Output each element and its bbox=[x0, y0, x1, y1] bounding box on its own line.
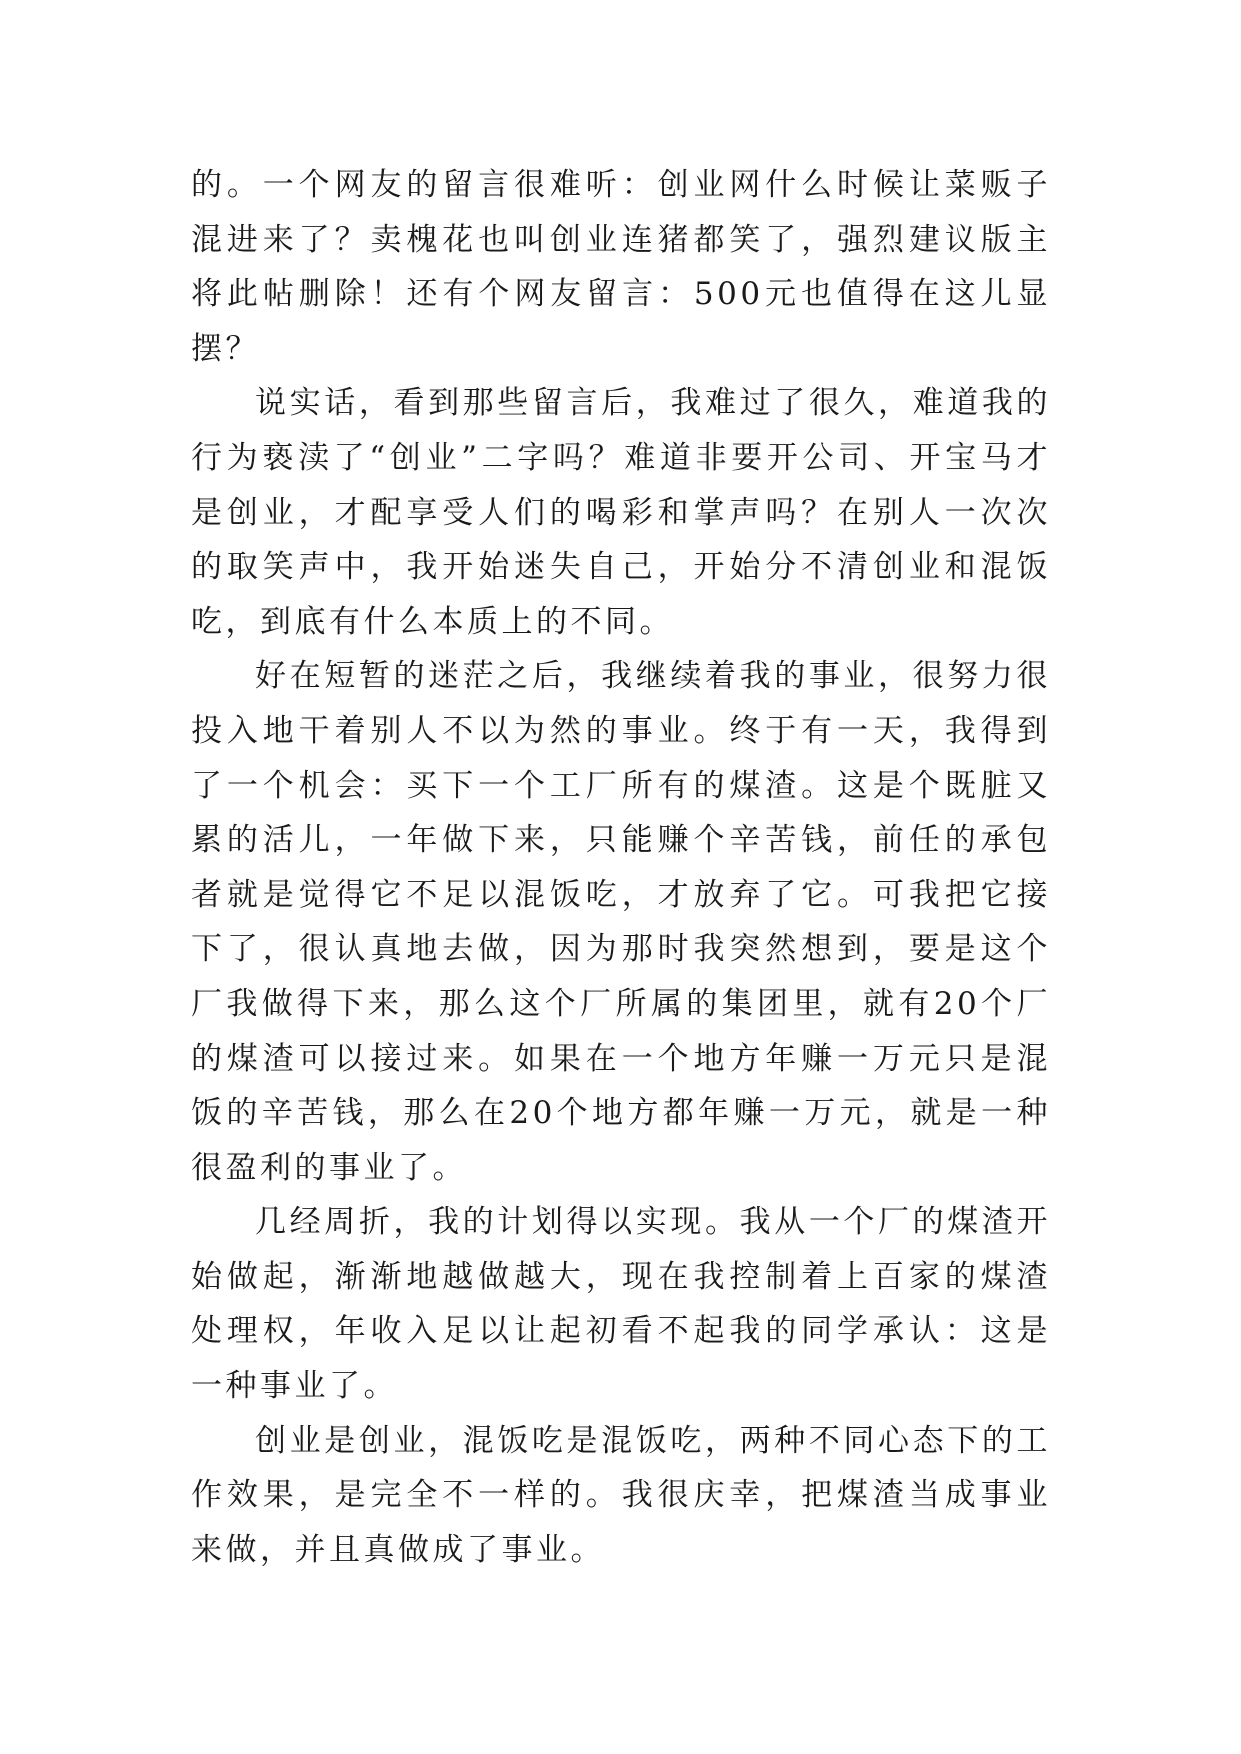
paragraph: 好在短暂的迷茫之后，我继续着我的事业，很努力很投入地干着别人不以为然的事业。终于有一天，我得到了一个机会：买下一个工厂所有的煤渣。这是个既脏又累的活儿，一年做下来，只能赚个辛苦钱，前任的承包者就是觉得它不足以混饭吃，才放弃了它。可我把它接下了，很认真地去做，因为那时我突然想到，要是这个厂我做得下来，那么这个厂所属的集团里，就有20个厂的煤渣可以接过来。如果在一个地方年赚一万元只是混饭的辛苦钱，那么在20个地方都年赚一万元，就是一种很盈利的事业了。 bbox=[191, 658, 1051, 1186]
paragraph-continued: 的。一个网友的留言很难听：创业网什么时候让菜贩子混进来了？卖槐花也叫创业连猪都笑了，强烈建议版主将此帖删除！还有个网友留言：500元也值得在这儿显摆？ bbox=[191, 167, 1051, 367]
paragraph: 说实话，看到那些留言后，我难过了很久，难道我的行为亵渎了“创业”二字吗？难道非要开公司、开宝马才是创业，才配享受人们的喝彩和掌声吗？在别人一次次的取笑声中，我开始迷失自己，开始分不清创业和混饭吃，到底有什么本质上的不同。 bbox=[191, 385, 1051, 640]
paragraph: 创业是创业，混饭吃是混饭吃，两种不同心态下的工作效果，是完全不一样的。我很庆幸，把煤渣当成事业来做，并且真做成了事业。 bbox=[191, 1422, 1051, 1568]
paragraph: 几经周折，我的计划得以实现。我从一个厂的煤渣开始做起，渐渐地越做越大，现在我控制着上百家的煤渣处理权，年收入足以让起初看不起我的同学承认：这是一种事业了。 bbox=[191, 1204, 1051, 1405]
body-text bbox=[191, 158, 1051, 1577]
